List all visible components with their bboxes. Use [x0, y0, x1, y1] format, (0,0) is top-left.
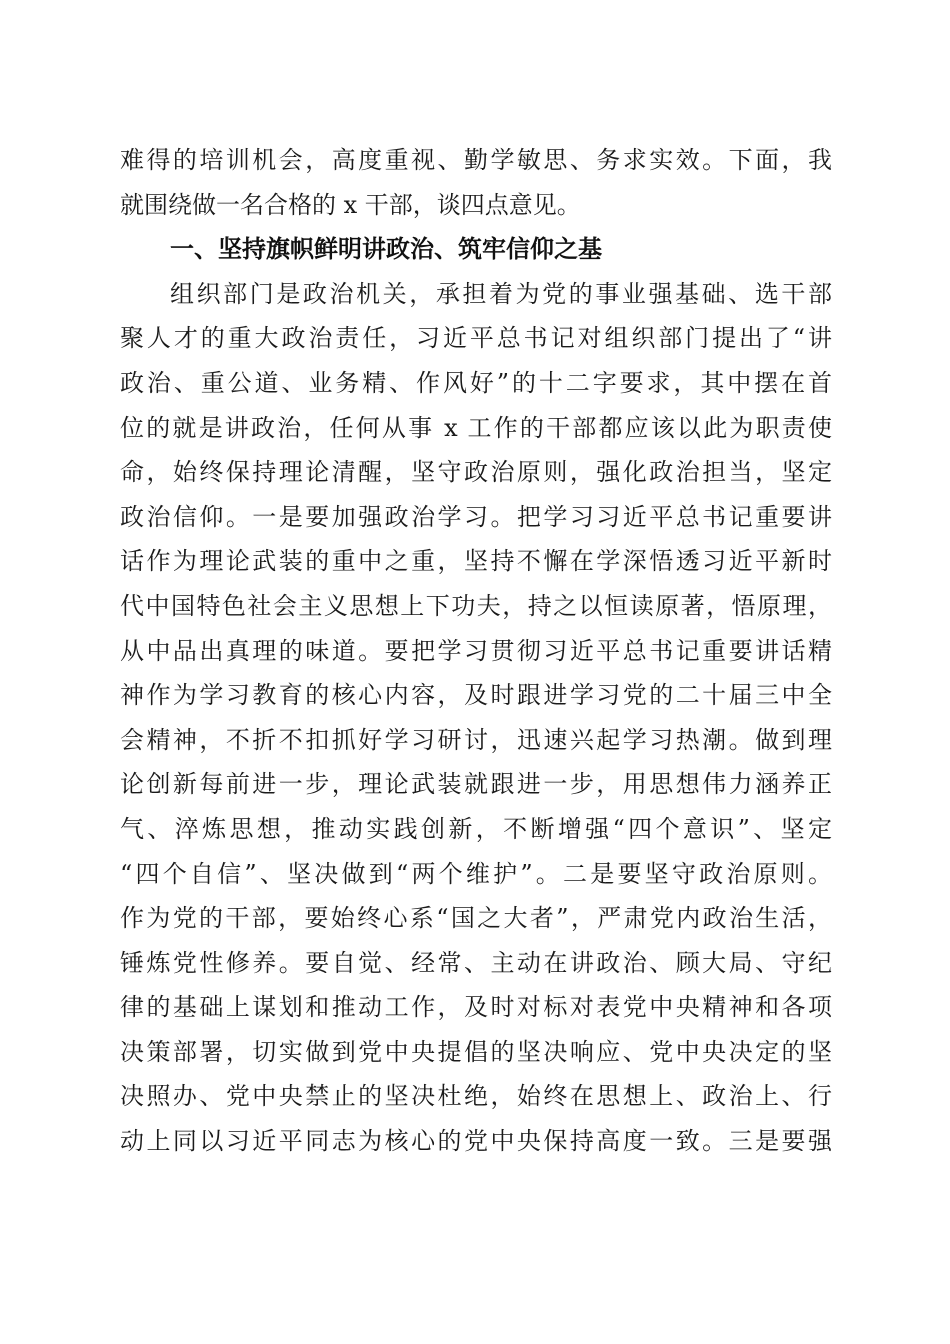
paragraph-line: 决照办、党中央禁止的坚决杜绝，始终在思想上、政治上、行: [120, 1082, 832, 1111]
paragraph-line: 决策部署，切实做到党中央提倡的坚决响应、党中央决定的坚: [120, 1037, 832, 1066]
document-body: [120, 138, 832, 1164]
paragraph-line: 锤炼党性修养。要自觉、经常、主动在讲政治、顾大局、守纪: [120, 948, 832, 977]
paragraph-line: 气、淬炼思想，推动实践创新，不断增强“四个意识”、坚定: [120, 814, 832, 843]
paragraph-line: “四个自信”、坚决做到“两个维护”。二是要坚守政治原则。: [120, 859, 832, 888]
section-heading: 一、坚持旗帜鲜明讲政治、筑牢信仰之基: [170, 235, 602, 264]
paragraph-line: 神作为学习教育的核心内容，及时跟进学习党的二十届三中全: [120, 681, 832, 710]
intro-line: 就围绕做一名合格的 x 干部，谈四点意见。: [120, 190, 581, 219]
paragraph-line: 位的就是讲政治，任何从事 x 工作的干部都应该以此为职责使: [120, 413, 832, 442]
paragraph-line: 从中品出真理的味道。要把学习贯彻习近平总书记重要讲话精: [120, 636, 832, 665]
paragraph-line: 政治、重公道、业务精、作风好”的十二字要求，其中摆在首: [120, 368, 832, 397]
paragraph-line: 会精神，不折不扣抓好学习研讨，迅速兴起学习热潮。做到理: [120, 725, 832, 754]
paragraph-line: 话作为理论武装的重中之重，坚持不懈在学深悟透习近平新时: [120, 547, 832, 576]
paragraph-line: 聚人才的重大政治责任，习近平总书记对组织部门提出了“讲: [120, 324, 832, 353]
paragraph-line: 组织部门是政治机关，承担着为党的事业强基础、选干部: [170, 279, 832, 308]
paragraph-line: 律的基础上谋划和推动工作，及时对标对表党中央精神和各项: [120, 993, 832, 1022]
paragraph-line: 命，始终保持理论清醒，坚守政治原则，强化政治担当，坚定: [120, 458, 832, 487]
paragraph-line: 动上同以习近平同志为核心的党中央保持高度一致。三是要强: [120, 1127, 832, 1156]
paragraph-line: 作为党的干部，要始终心系“国之大者”，严肃党内政治生活，: [120, 904, 832, 933]
paragraph-line: 论创新每前进一步，理论武装就跟进一步，用思想伟力涵养正: [120, 770, 832, 799]
intro-line: 难得的培训机会，高度重视、勤学敏思、务求实效。下面，我: [120, 146, 832, 174]
paragraph-line: 政治信仰。一是要加强政治学习。把学习习近平总书记重要讲: [120, 502, 832, 531]
paragraph-line: 代中国特色社会主义思想上下功夫，持之以恒读原著，悟原理，: [120, 591, 832, 620]
